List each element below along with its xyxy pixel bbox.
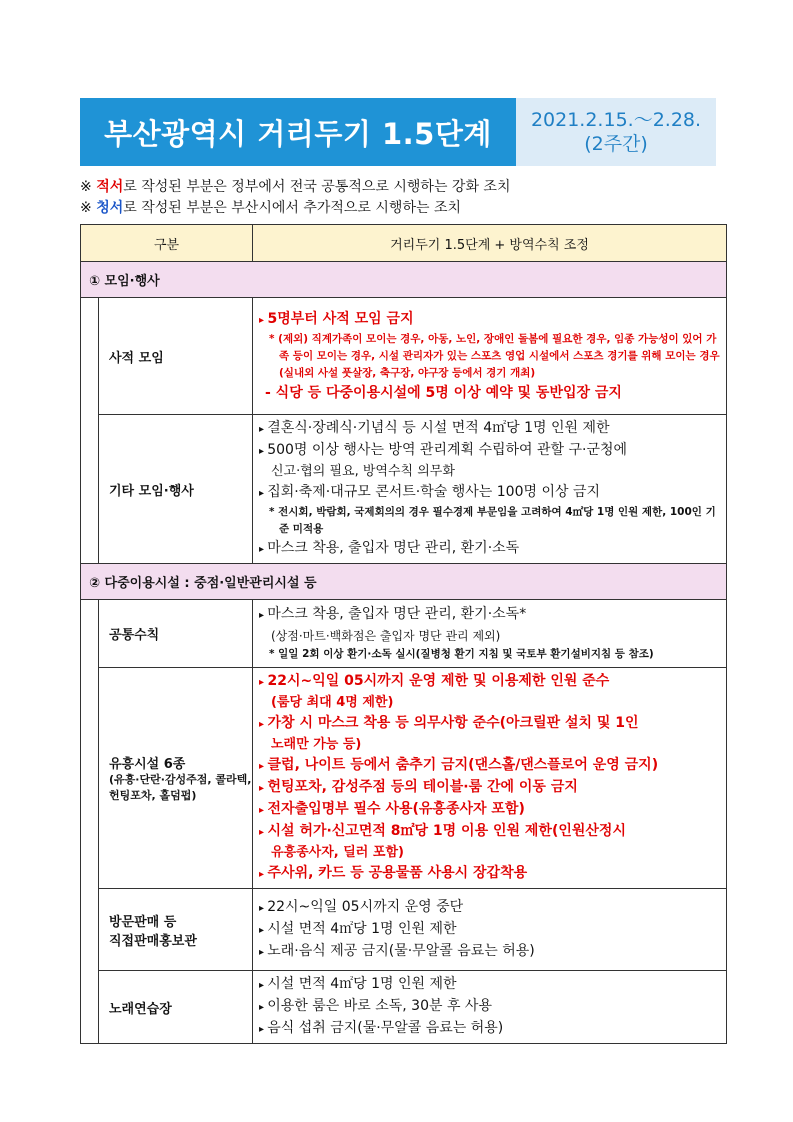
list-item: ▸ 전자출입명부 필수 사용(유흥종사자 포함) bbox=[259, 799, 720, 821]
list-item: - 식당 등 다중이용시설에 5명 이상 예약 및 동반입장 금지 bbox=[265, 384, 622, 401]
category-common-rules: 공통수칙 bbox=[99, 600, 253, 668]
note-mark: ※ bbox=[80, 200, 92, 216]
content-karaoke bbox=[253, 971, 727, 1044]
list-item: ▸ 시설 허가·신고면적 8㎡당 1명 이용 인원 제한(인원산정시 bbox=[259, 821, 720, 843]
list-item: ▸ 결혼식·장례식·기념식 등 시설 면적 4㎡당 1명 인원 제한 bbox=[259, 418, 720, 440]
indent-cell bbox=[81, 298, 99, 564]
exception-note: * 전시회, 박람회, 국제회의의 경우 필수경제 부문임을 고려하여 4㎡당 1명 인원 제한, 100인 기준 미적용 bbox=[269, 506, 716, 535]
table-header bbox=[81, 225, 727, 262]
header-measures: 거리두기 1.5단계 + 방역수칙 조정 bbox=[253, 225, 727, 262]
list-item: ▸ 클럽, 나이트 등에서 춤추기 금지(댄스홀/댄스플로어 운영 금지) bbox=[259, 755, 720, 777]
note-blue-word: 청서 bbox=[96, 200, 124, 216]
measures-table bbox=[80, 224, 727, 1044]
period-dates: 2021.2.15.～2.28. bbox=[530, 109, 702, 131]
content-common-rules bbox=[253, 600, 727, 668]
section-title: ① 모임·행사 bbox=[81, 262, 727, 298]
content-private-gathering bbox=[253, 298, 727, 415]
note-red-word: 적서 bbox=[96, 179, 124, 195]
note-blue-text: 로 작성된 부분은 부산시에서 추가적으로 시행하는 조치 bbox=[123, 200, 462, 216]
list-item: ▸ 시설 면적 4㎡당 1명 인원 제한 bbox=[259, 919, 720, 941]
category-entertainment bbox=[99, 668, 253, 889]
category-other-events: 기타 모임·행사 bbox=[99, 415, 253, 564]
note-red bbox=[80, 177, 730, 198]
indent-cell bbox=[81, 600, 99, 1044]
table-row bbox=[81, 971, 727, 1044]
content-entertainment bbox=[253, 668, 727, 889]
exception-note: * 일일 2회 이상 환기·소독 실시(질병청 환기 지침 및 국토부 환기설비지침 등 참조) bbox=[269, 648, 654, 660]
content-other-events bbox=[253, 415, 727, 564]
category-private-gathering: 사적 모임 bbox=[99, 298, 253, 415]
list-item: ▸ 마스크 착용, 출입자 명단 관리, 환기·소독 bbox=[259, 538, 720, 560]
exception-note: * (제외) 직계가족이 모이는 경우, 아동, 노인, 장애인 돌봄에 필요한 경우, 임종 가능성이 있어 가족 등이 모이는 경우, 시설 관리자가 있는 스포츠 영업 시설에서 스포츠 경기를 위해 모이는 경우(실내외 사설 풋살장, 축구장, 야구장 등에서 경기 개최) bbox=[269, 332, 720, 379]
table-row bbox=[81, 600, 727, 668]
list-item: ▸ 시설 면적 4㎡당 1명 인원 제한 bbox=[259, 974, 720, 996]
list-item-continued: 노래만 가능 등) bbox=[271, 737, 362, 752]
list-item: ▸ 음식 섭취 금지(물·무알콜 음료는 허용) bbox=[259, 1018, 720, 1040]
list-item-note: (상점·마트·백화점은 출입자 명단 관리 제외) bbox=[271, 629, 501, 643]
category-sublabel: (유흥·단란·감성주점, 콜라텍, 헌팅포차, 홀덤펍) bbox=[109, 772, 252, 802]
period-duration: (2주간) bbox=[584, 133, 648, 155]
period-box bbox=[516, 98, 716, 166]
section-facilities bbox=[81, 564, 727, 600]
category-door-sales bbox=[99, 889, 253, 971]
content-door-sales bbox=[253, 889, 727, 971]
list-item: ▸ 22시~익일 05시까지 운영 중단 bbox=[259, 897, 720, 919]
section-gatherings bbox=[81, 262, 727, 298]
list-item: ▸ 5명부터 사적 모임 금지 bbox=[259, 309, 720, 331]
table-row bbox=[81, 298, 727, 415]
list-item-continued: 신고·협의 필요, 방역수칙 의무화 bbox=[271, 464, 455, 479]
note-blue bbox=[80, 198, 730, 219]
title-banner bbox=[80, 98, 716, 166]
list-item: ▸ 가창 시 마스크 착용 등 의무사항 준수(아크릴판 설치 및 1인 bbox=[259, 713, 720, 735]
list-item: ▸ 집회·축제·대규모 콘서트·학술 행사는 100명 이상 금지 bbox=[259, 482, 720, 504]
section-title: ② 다중이용시설 : 중점·일반관리시설 등 bbox=[81, 564, 727, 600]
list-item-continued: (룸당 최대 4명 제한) bbox=[271, 695, 394, 710]
category-label: 직접판매홍보관 bbox=[109, 933, 197, 949]
legend-notes bbox=[80, 177, 730, 219]
note-mark: ※ bbox=[80, 179, 92, 195]
category-label: 유흥시설 6종 bbox=[109, 756, 186, 772]
category-label: 방문판매 등 bbox=[109, 914, 177, 930]
table-row bbox=[81, 889, 727, 971]
note-red-text: 로 작성된 부분은 정부에서 전국 공통적으로 시행하는 강화 조치 bbox=[123, 179, 511, 195]
list-item-continued: 유흥종사자, 딜러 포함) bbox=[271, 845, 404, 860]
list-item: ▸ 22시~익일 05시까지 운영 제한 및 이용제한 인원 준수 bbox=[259, 671, 720, 693]
table-row bbox=[81, 668, 727, 889]
list-item: ▸ 이용한 룸은 바로 소독, 30분 후 사용 bbox=[259, 996, 720, 1018]
table-row bbox=[81, 415, 727, 564]
list-item: ▸ 마스크 착용, 출입자 명단 관리, 환기·소독* bbox=[259, 604, 720, 626]
page-title: 부산광역시 거리두기 1.5단계 bbox=[80, 98, 516, 166]
list-item: ▸ 헌팅포차, 감성주점 등의 테이블·룸 간에 이동 금지 bbox=[259, 777, 720, 799]
category-karaoke: 노래연습장 bbox=[99, 971, 253, 1044]
list-item: ▸ 500명 이상 행사는 방역 관리계획 수립하여 관할 구·군청에 bbox=[259, 440, 720, 462]
list-item: ▸ 노래·음식 제공 금지(물·무알콜 음료는 허용) bbox=[259, 941, 720, 963]
list-item: ▸ 주사위, 카드 등 공용물품 사용시 장갑착용 bbox=[259, 863, 720, 885]
header-category: 구분 bbox=[81, 225, 253, 262]
